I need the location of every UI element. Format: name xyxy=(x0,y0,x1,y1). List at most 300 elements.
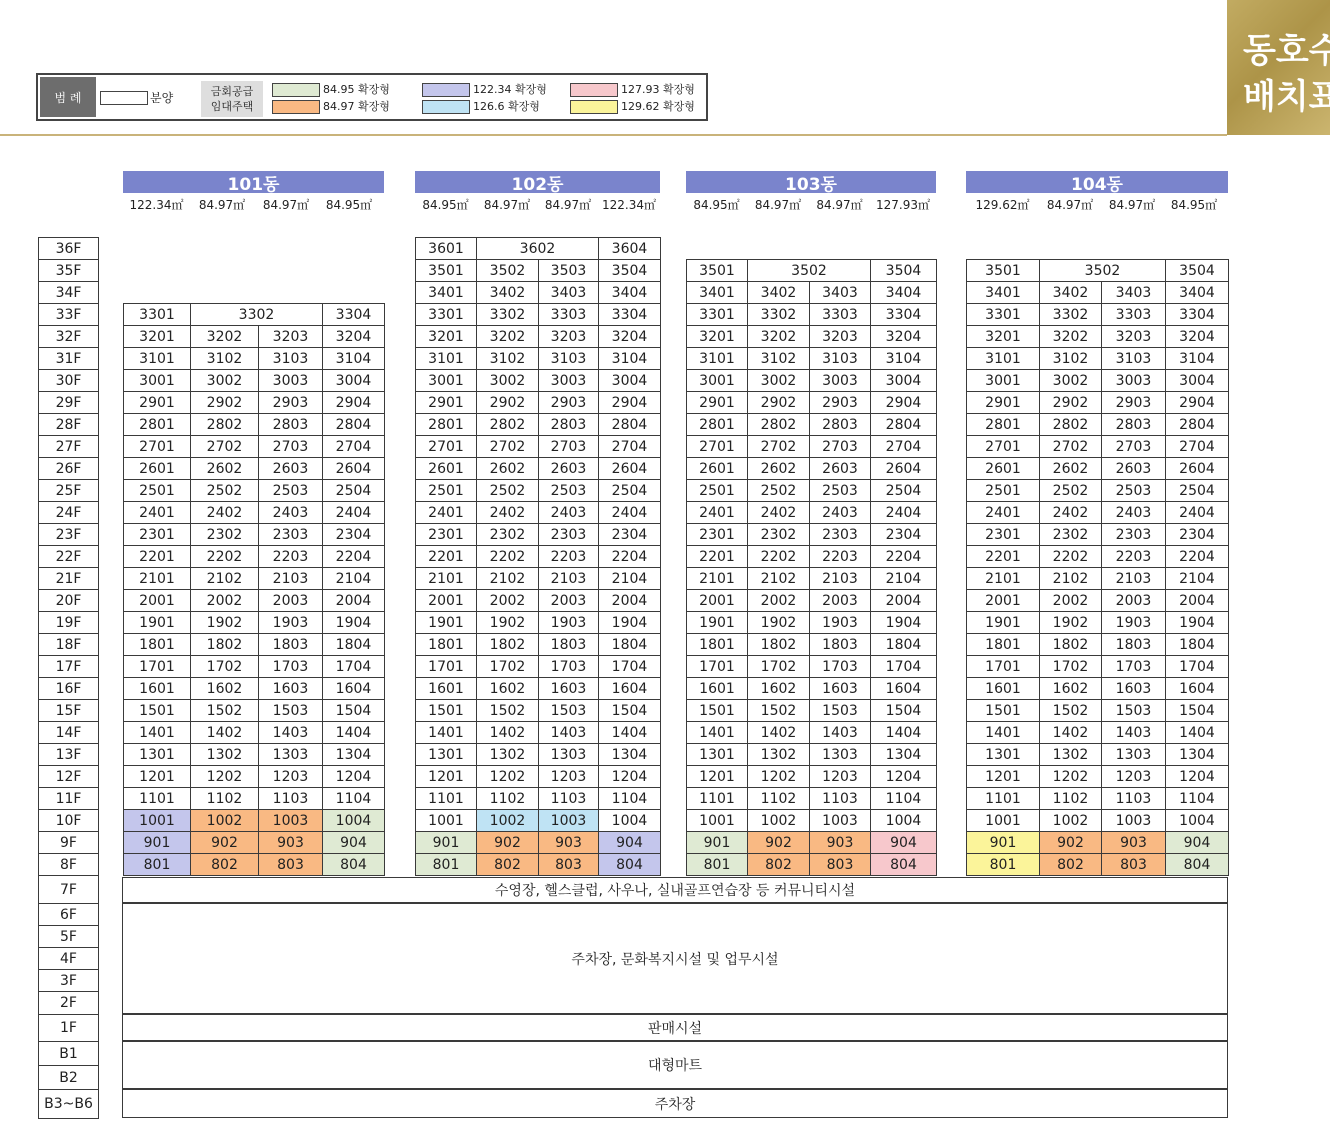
unit-cell: 3201 xyxy=(123,325,191,348)
unit-cell: 2001 xyxy=(123,589,191,612)
unit-cell: 2801 xyxy=(966,413,1040,436)
area-label: 84.97㎡ xyxy=(483,198,531,212)
unit-cell: 1801 xyxy=(966,633,1040,656)
unit-cell: 3001 xyxy=(123,369,191,392)
unit-cell: 1602 xyxy=(190,677,259,700)
unit-cell: 1001 xyxy=(966,809,1040,832)
unit-cell: 3202 xyxy=(476,325,539,348)
unit-cell: 2603 xyxy=(1101,457,1166,480)
unit-cell: 802 xyxy=(1039,853,1102,876)
unit-cell: 1201 xyxy=(415,765,477,788)
unit-cell: 3203 xyxy=(1101,325,1166,348)
floor-label: 20F xyxy=(38,589,99,612)
unit-cell: 3203 xyxy=(809,325,871,348)
legend-text-126-6: 126.6 확장형 xyxy=(473,100,540,113)
floor-label: 2F xyxy=(38,991,99,1015)
unit-cell: 904 xyxy=(1165,831,1229,854)
facility-parking-culture: 주차장, 문화복지시설 및 업무시설 xyxy=(122,903,1228,1014)
legend-text-84-95: 84.95 확장형 xyxy=(323,83,390,96)
unit-cell: 2102 xyxy=(190,567,259,590)
floor-label: 19F xyxy=(38,611,99,634)
unit-cell: 1102 xyxy=(476,787,539,810)
unit-cell: 2704 xyxy=(1165,435,1229,458)
unit-cell: 1402 xyxy=(190,721,259,744)
unit-cell: 803 xyxy=(1101,853,1166,876)
floor-label: 34F xyxy=(38,281,99,304)
unit-cell: 2103 xyxy=(809,567,871,590)
unit-cell: 902 xyxy=(476,831,539,854)
unit-cell: 1701 xyxy=(415,655,477,678)
unit-cell: 1004 xyxy=(870,809,937,832)
unit-cell: 1103 xyxy=(258,787,323,810)
legend xyxy=(36,73,708,121)
unit-cell: 3301 xyxy=(123,303,191,326)
unit-cell: 1001 xyxy=(123,809,191,832)
unit-cell: 1803 xyxy=(1101,633,1166,656)
unit-cell: 3204 xyxy=(322,325,385,348)
legend-swatch-129-62 xyxy=(570,100,618,114)
unit-cell: 1801 xyxy=(123,633,191,656)
unit-cell: 801 xyxy=(686,853,748,876)
unit-cell: 1401 xyxy=(966,721,1040,744)
unit-cell: 2803 xyxy=(1101,413,1166,436)
floor-label: 33F xyxy=(38,303,99,326)
unit-cell: 1802 xyxy=(747,633,810,656)
unit-cell: 1104 xyxy=(598,787,661,810)
floor-label: 16F xyxy=(38,677,99,700)
unit-cell: 1302 xyxy=(1039,743,1102,766)
legend-text-84-97: 84.97 확장형 xyxy=(323,100,390,113)
floor-label: B1 xyxy=(38,1041,99,1066)
legend-swatch-84-97 xyxy=(272,100,320,114)
unit-cell: 1801 xyxy=(686,633,748,656)
unit-cell: 1802 xyxy=(1039,633,1102,656)
unit-cell: 2304 xyxy=(870,523,937,546)
unit-cell: 1204 xyxy=(598,765,661,788)
unit-cell: 2004 xyxy=(322,589,385,612)
unit-cell: 3004 xyxy=(870,369,937,392)
unit-cell: 1301 xyxy=(415,743,477,766)
unit-cell: 1701 xyxy=(686,655,748,678)
unit-cell: 2403 xyxy=(258,501,323,524)
unit-cell: 2302 xyxy=(747,523,810,546)
unit-cell: 1004 xyxy=(322,809,385,832)
unit-cell: 1501 xyxy=(123,699,191,722)
unit-cell: 3501 xyxy=(415,259,477,282)
unit-cell: 1804 xyxy=(1165,633,1229,656)
unit-cell: 1004 xyxy=(598,809,661,832)
unit-cell: 2701 xyxy=(966,435,1040,458)
unit-cell: 2601 xyxy=(966,457,1040,480)
unit-cell: 1003 xyxy=(809,809,871,832)
area-label: 129.62㎡ xyxy=(975,198,1030,212)
unit-cell: 2804 xyxy=(1165,413,1229,436)
unit-cell: 801 xyxy=(415,853,477,876)
unit-cell: 2504 xyxy=(322,479,385,502)
unit-cell: 2501 xyxy=(415,479,477,502)
header-divider xyxy=(0,134,1227,136)
unit-cell: 2402 xyxy=(476,501,539,524)
unit-cell: 2902 xyxy=(190,391,259,414)
area-label: 84.95㎡ xyxy=(693,198,740,212)
unit-cell: 3501 xyxy=(966,259,1040,282)
legend-swatch-84-95 xyxy=(272,83,320,97)
unit-cell: 2003 xyxy=(538,589,599,612)
unit-cell: 1402 xyxy=(747,721,810,744)
unit-cell: 2701 xyxy=(123,435,191,458)
unit-cell: 3302 xyxy=(190,303,323,326)
unit-cell: 1301 xyxy=(966,743,1040,766)
unit-cell: 2104 xyxy=(322,567,385,590)
unit-cell: 2201 xyxy=(966,545,1040,568)
unit-cell: 2503 xyxy=(1101,479,1166,502)
area-label: 84.97㎡ xyxy=(1108,198,1156,212)
unit-cell: 2601 xyxy=(686,457,748,480)
unit-cell: 2601 xyxy=(415,457,477,480)
area-label: 84.97㎡ xyxy=(754,198,802,212)
unit-cell: 2303 xyxy=(809,523,871,546)
unit-cell: 2504 xyxy=(1165,479,1229,502)
unit-cell: 1303 xyxy=(538,743,599,766)
unit-cell: 1404 xyxy=(322,721,385,744)
unit-cell: 2403 xyxy=(809,501,871,524)
unit-cell: 2203 xyxy=(809,545,871,568)
unit-cell: 1704 xyxy=(1165,655,1229,678)
unit-cell: 2904 xyxy=(870,391,937,414)
unit-cell: 3102 xyxy=(190,347,259,370)
unit-cell: 3101 xyxy=(686,347,748,370)
unit-cell: 904 xyxy=(322,831,385,854)
unit-cell: 902 xyxy=(1039,831,1102,854)
unit-cell: 3001 xyxy=(686,369,748,392)
unit-cell: 1901 xyxy=(966,611,1040,634)
unit-cell: 2001 xyxy=(415,589,477,612)
unit-cell: 2802 xyxy=(476,413,539,436)
floor-label: 1F xyxy=(38,1014,99,1042)
unit-cell: 3101 xyxy=(966,347,1040,370)
unit-cell: 3102 xyxy=(747,347,810,370)
unit-cell: 1001 xyxy=(415,809,477,832)
unit-cell: 2102 xyxy=(1039,567,1102,590)
unit-cell: 1703 xyxy=(258,655,323,678)
legend-text-122-34: 122.34 확장형 xyxy=(473,83,547,96)
floor-label: 25F xyxy=(38,479,99,502)
unit-cell: 2503 xyxy=(538,479,599,502)
floor-label: 6F xyxy=(38,903,99,926)
unit-cell: 1104 xyxy=(322,787,385,810)
unit-cell: 2901 xyxy=(686,391,748,414)
unit-cell: 804 xyxy=(322,853,385,876)
unit-cell: 1002 xyxy=(476,809,539,832)
unit-cell: 2703 xyxy=(1101,435,1166,458)
unit-cell: 1604 xyxy=(598,677,661,700)
unit-cell: 2103 xyxy=(1101,567,1166,590)
unit-cell: 1601 xyxy=(686,677,748,700)
unit-cell: 2603 xyxy=(538,457,599,480)
unit-cell: 3404 xyxy=(1165,281,1229,304)
building-103-header: 103동 xyxy=(686,171,936,193)
unit-cell: 3403 xyxy=(1101,281,1166,304)
unit-cell: 3504 xyxy=(598,259,661,282)
unit-cell: 1204 xyxy=(870,765,937,788)
unit-cell: 3502 xyxy=(476,259,539,282)
unit-cell: 801 xyxy=(123,853,191,876)
unit-cell: 2401 xyxy=(686,501,748,524)
unit-cell: 2204 xyxy=(1165,545,1229,568)
unit-cell: 3401 xyxy=(415,281,477,304)
building-104-header: 104동 xyxy=(966,171,1228,193)
unit-cell: 3104 xyxy=(598,347,661,370)
unit-cell: 2502 xyxy=(1039,479,1102,502)
unit-cell: 1704 xyxy=(870,655,937,678)
unit-cell: 1002 xyxy=(190,809,259,832)
unit-cell: 1703 xyxy=(809,655,871,678)
unit-cell: 1101 xyxy=(966,787,1040,810)
unit-cell: 1503 xyxy=(258,699,323,722)
unit-cell: 2903 xyxy=(809,391,871,414)
unit-cell: 1404 xyxy=(598,721,661,744)
unit-cell: 1403 xyxy=(1101,721,1166,744)
unit-cell: 1603 xyxy=(809,677,871,700)
area-label: 84.97㎡ xyxy=(1046,198,1094,212)
unit-cell: 1203 xyxy=(1101,765,1166,788)
unit-cell: 3304 xyxy=(1165,303,1229,326)
unit-cell: 2501 xyxy=(686,479,748,502)
unit-cell: 1102 xyxy=(1039,787,1102,810)
unit-cell: 1403 xyxy=(538,721,599,744)
unit-cell: 1004 xyxy=(1165,809,1229,832)
unit-cell: 2803 xyxy=(538,413,599,436)
unit-cell: 1804 xyxy=(598,633,661,656)
unit-cell: 2101 xyxy=(123,567,191,590)
unit-cell: 2002 xyxy=(747,589,810,612)
unit-cell: 1701 xyxy=(966,655,1040,678)
legend-label: 범 례 xyxy=(40,77,96,117)
unit-cell: 1902 xyxy=(190,611,259,634)
unit-cell: 2603 xyxy=(258,457,323,480)
unit-cell: 2803 xyxy=(258,413,323,436)
unit-cell: 1802 xyxy=(190,633,259,656)
unit-cell: 1403 xyxy=(809,721,871,744)
unit-cell: 2203 xyxy=(538,545,599,568)
unit-cell: 802 xyxy=(190,853,259,876)
unit-cell: 2904 xyxy=(598,391,661,414)
building-104-areas xyxy=(966,196,1225,213)
unit-cell: 2204 xyxy=(322,545,385,568)
unit-cell: 2304 xyxy=(1165,523,1229,546)
unit-cell: 3104 xyxy=(322,347,385,370)
unit-cell: 2702 xyxy=(476,435,539,458)
unit-cell: 1102 xyxy=(747,787,810,810)
unit-cell: 3302 xyxy=(747,303,810,326)
unit-cell: 3002 xyxy=(747,369,810,392)
unit-cell: 2401 xyxy=(415,501,477,524)
floor-label: 18F xyxy=(38,633,99,656)
unit-cell: 2503 xyxy=(258,479,323,502)
unit-cell: 2403 xyxy=(1101,501,1166,524)
unit-cell: 2504 xyxy=(598,479,661,502)
area-label: 84.95㎡ xyxy=(422,198,469,212)
unit-cell: 3501 xyxy=(686,259,748,282)
unit-cell: 2901 xyxy=(966,391,1040,414)
unit-cell: 1602 xyxy=(747,677,810,700)
building-101-areas xyxy=(123,196,380,213)
unit-cell: 1304 xyxy=(870,743,937,766)
unit-cell: 3202 xyxy=(747,325,810,348)
unit-cell: 1202 xyxy=(190,765,259,788)
unit-cell: 803 xyxy=(809,853,871,876)
unit-cell: 2703 xyxy=(258,435,323,458)
floor-label: 7F xyxy=(38,875,99,904)
area-label: 84.95㎡ xyxy=(1170,198,1218,212)
unit-cell: 3402 xyxy=(747,281,810,304)
unit-cell: 903 xyxy=(809,831,871,854)
unit-cell: 2904 xyxy=(1165,391,1229,414)
unit-cell: 2502 xyxy=(747,479,810,502)
unit-cell: 3604 xyxy=(598,237,661,260)
unit-cell: 3304 xyxy=(322,303,385,326)
legend-text-129-62: 129.62 확장형 xyxy=(621,100,695,113)
unit-cell: 2303 xyxy=(258,523,323,546)
unit-cell: 1002 xyxy=(747,809,810,832)
unit-cell: 2102 xyxy=(476,567,539,590)
unit-cell: 804 xyxy=(1165,853,1229,876)
unit-cell: 1904 xyxy=(598,611,661,634)
legend-swatch-general xyxy=(100,91,148,105)
unit-cell: 1704 xyxy=(598,655,661,678)
unit-cell: 3103 xyxy=(258,347,323,370)
unit-cell: 3301 xyxy=(686,303,748,326)
unit-cell: 2003 xyxy=(809,589,871,612)
unit-cell: 2002 xyxy=(190,589,259,612)
legend-swatch-127-93 xyxy=(570,83,618,97)
unit-cell: 1401 xyxy=(415,721,477,744)
unit-cell: 1804 xyxy=(322,633,385,656)
unit-cell: 2604 xyxy=(598,457,661,480)
unit-cell: 2504 xyxy=(870,479,937,502)
unit-cell: 2901 xyxy=(123,391,191,414)
unit-cell: 3303 xyxy=(1101,303,1166,326)
unit-cell: 1304 xyxy=(322,743,385,766)
unit-cell: 1602 xyxy=(1039,677,1102,700)
unit-cell: 2204 xyxy=(598,545,661,568)
unit-cell: 1104 xyxy=(870,787,937,810)
unit-cell: 3003 xyxy=(258,369,323,392)
unit-cell: 2801 xyxy=(415,413,477,436)
unit-cell: 2801 xyxy=(123,413,191,436)
floor-label: 24F xyxy=(38,501,99,524)
unit-cell: 2903 xyxy=(538,391,599,414)
unit-cell: 3104 xyxy=(1165,347,1229,370)
unit-cell: 3103 xyxy=(538,347,599,370)
unit-cell: 2404 xyxy=(598,501,661,524)
unit-cell: 1601 xyxy=(966,677,1040,700)
unit-cell: 2502 xyxy=(476,479,539,502)
unit-cell: 2202 xyxy=(476,545,539,568)
unit-cell: 1604 xyxy=(1165,677,1229,700)
unit-cell: 2301 xyxy=(966,523,1040,546)
unit-cell: 1404 xyxy=(1165,721,1229,744)
unit-cell: 2403 xyxy=(538,501,599,524)
unit-cell: 2602 xyxy=(1039,457,1102,480)
unit-cell: 1903 xyxy=(258,611,323,634)
unit-cell: 3103 xyxy=(809,347,871,370)
unit-cell: 2602 xyxy=(476,457,539,480)
unit-cell: 1302 xyxy=(190,743,259,766)
unit-cell: 3504 xyxy=(870,259,937,282)
unit-cell: 1101 xyxy=(415,787,477,810)
unit-cell: 3303 xyxy=(809,303,871,326)
unit-cell: 3002 xyxy=(476,369,539,392)
unit-cell: 2103 xyxy=(258,567,323,590)
unit-cell: 2202 xyxy=(1039,545,1102,568)
unit-cell: 2801 xyxy=(686,413,748,436)
unit-cell: 1603 xyxy=(1101,677,1166,700)
unit-cell: 3601 xyxy=(415,237,477,260)
unit-cell: 1502 xyxy=(190,699,259,722)
unit-cell: 1304 xyxy=(598,743,661,766)
legend-swatch-126-6 xyxy=(422,100,470,114)
floor-label: 14F xyxy=(38,721,99,744)
floor-label: B2 xyxy=(38,1065,99,1090)
unit-cell: 1903 xyxy=(1101,611,1166,634)
unit-cell: 3302 xyxy=(1039,303,1102,326)
unit-cell: 901 xyxy=(123,831,191,854)
unit-cell: 3404 xyxy=(870,281,937,304)
unit-cell: 1504 xyxy=(1165,699,1229,722)
unit-cell: 1604 xyxy=(870,677,937,700)
unit-cell: 1202 xyxy=(1039,765,1102,788)
unit-cell: 2402 xyxy=(747,501,810,524)
unit-cell: 1703 xyxy=(1101,655,1166,678)
unit-cell: 2703 xyxy=(809,435,871,458)
unit-cell: 1601 xyxy=(415,677,477,700)
unit-cell: 2702 xyxy=(747,435,810,458)
unit-cell: 1804 xyxy=(870,633,937,656)
unit-cell: 2404 xyxy=(870,501,937,524)
unit-cell: 3401 xyxy=(686,281,748,304)
unit-cell: 3102 xyxy=(476,347,539,370)
unit-cell: 3202 xyxy=(190,325,259,348)
unit-cell: 2102 xyxy=(747,567,810,590)
floor-label: 9F xyxy=(38,831,99,854)
unit-cell: 1003 xyxy=(1101,809,1166,832)
unit-cell: 2203 xyxy=(258,545,323,568)
unit-cell: 1902 xyxy=(476,611,539,634)
unit-cell: 3003 xyxy=(1101,369,1166,392)
unit-cell: 2902 xyxy=(1039,391,1102,414)
unit-cell: 3201 xyxy=(966,325,1040,348)
area-label: 84.97㎡ xyxy=(544,198,592,212)
unit-cell: 2302 xyxy=(476,523,539,546)
unit-cell: 1802 xyxy=(476,633,539,656)
unit-cell: 1001 xyxy=(686,809,748,832)
floor-label: 23F xyxy=(38,523,99,546)
unit-cell: 1303 xyxy=(809,743,871,766)
unit-cell: 1601 xyxy=(123,677,191,700)
unit-cell: 1203 xyxy=(258,765,323,788)
unit-cell: 2004 xyxy=(598,589,661,612)
legend-swatch-122-34 xyxy=(422,83,470,97)
unit-cell: 1502 xyxy=(1039,699,1102,722)
unit-cell: 2903 xyxy=(258,391,323,414)
unit-cell: 3002 xyxy=(190,369,259,392)
unit-cell: 2004 xyxy=(870,589,937,612)
unit-cell: 2601 xyxy=(123,457,191,480)
unit-cell: 1503 xyxy=(1101,699,1166,722)
title-line-1: 동호수 xyxy=(1243,31,1342,71)
unit-cell: 3403 xyxy=(809,281,871,304)
